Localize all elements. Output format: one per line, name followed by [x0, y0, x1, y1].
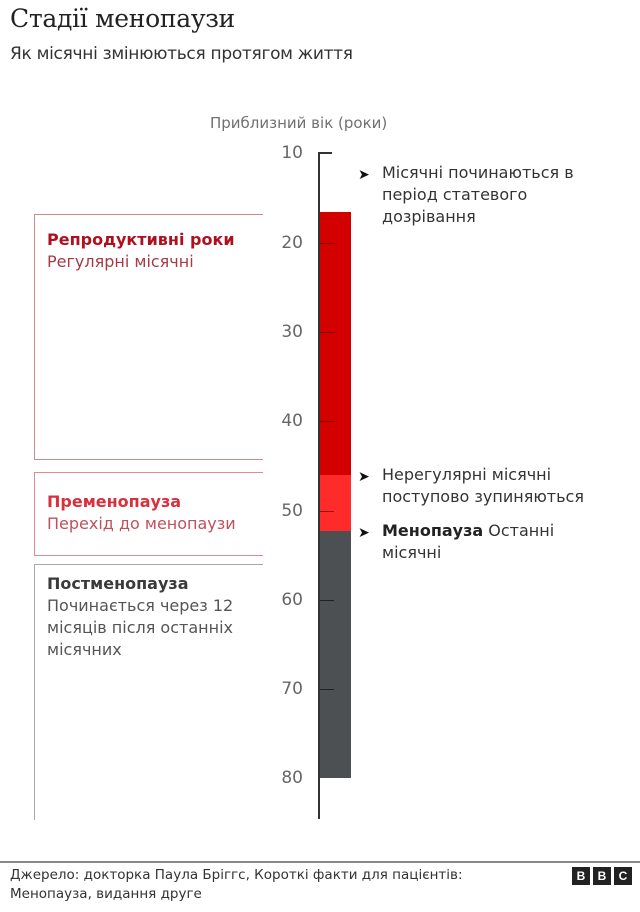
- tick-label: 20: [281, 233, 303, 253]
- tick-label: 40: [281, 411, 303, 431]
- annotation-puberty: [358, 162, 608, 228]
- chevron-right-icon: ➤: [358, 167, 370, 183]
- annotation-bold: Менопауза: [382, 521, 484, 540]
- tick-label: 80: [281, 768, 303, 788]
- annotation-text: Останні місячні: [382, 521, 555, 562]
- logo-letter: B: [593, 867, 611, 885]
- stage-heading: Репродуктивні роки: [47, 230, 235, 249]
- tick-label: 50: [281, 501, 303, 521]
- stage-reproductive-box: [34, 214, 263, 460]
- bar-perimenopause: [320, 475, 351, 531]
- tick-label: 10: [281, 143, 303, 163]
- tick-label: 70: [281, 679, 303, 699]
- annotation-menopause: [358, 520, 598, 564]
- stage-desc: Регулярні місячні: [47, 252, 194, 271]
- tick-mark: [320, 243, 334, 244]
- footer-divider: [0, 861, 640, 863]
- tick-mark: [320, 511, 334, 512]
- y-axis-top-cap: [318, 152, 332, 154]
- tick-mark: [320, 332, 334, 333]
- logo-letter: C: [614, 867, 632, 885]
- chevron-right-icon: ➤: [358, 469, 370, 485]
- source-text: Джерело: докторка Паула Бріггс, Короткі факти для пацієнтів: Менопауза, видання друге: [10, 867, 463, 902]
- annotation-text: Місячні починаються в період статевого дозрівання: [382, 163, 574, 226]
- tick-mark: [320, 600, 334, 601]
- annotation-text-wrap: [382, 520, 598, 564]
- annotation-irregular: [358, 464, 628, 508]
- stage-heading: Постменопауза: [47, 574, 189, 593]
- stage-postmenopause-box: [34, 564, 263, 820]
- logo-letter: B: [572, 867, 590, 885]
- tick-mark: [320, 421, 334, 422]
- bar-reproductive: [320, 212, 351, 475]
- y-axis-line: [318, 153, 320, 819]
- annotation-text: Нерегулярні місячні поступово зупиняються: [382, 465, 584, 506]
- axis-title: Приблизний вік (роки): [210, 114, 388, 132]
- stage-perimenopause-box: [34, 472, 263, 556]
- bar-postmenopause: [320, 531, 351, 778]
- chart-title: Стадії менопаузи: [10, 4, 235, 33]
- stage-desc: Перехід до менопаузи: [47, 514, 236, 533]
- tick-label: 30: [281, 322, 303, 342]
- chart-subtitle: Як місячні змінюються протягом життя: [10, 44, 353, 64]
- stage-desc: Починається через 12 місяців після останніх місячних: [47, 596, 234, 659]
- chevron-right-icon: ➤: [358, 525, 370, 541]
- stage-heading: Пременопауза: [47, 492, 182, 511]
- tick-mark: [320, 689, 334, 690]
- tick-label: 60: [281, 590, 303, 610]
- bbc-logo: [572, 867, 632, 885]
